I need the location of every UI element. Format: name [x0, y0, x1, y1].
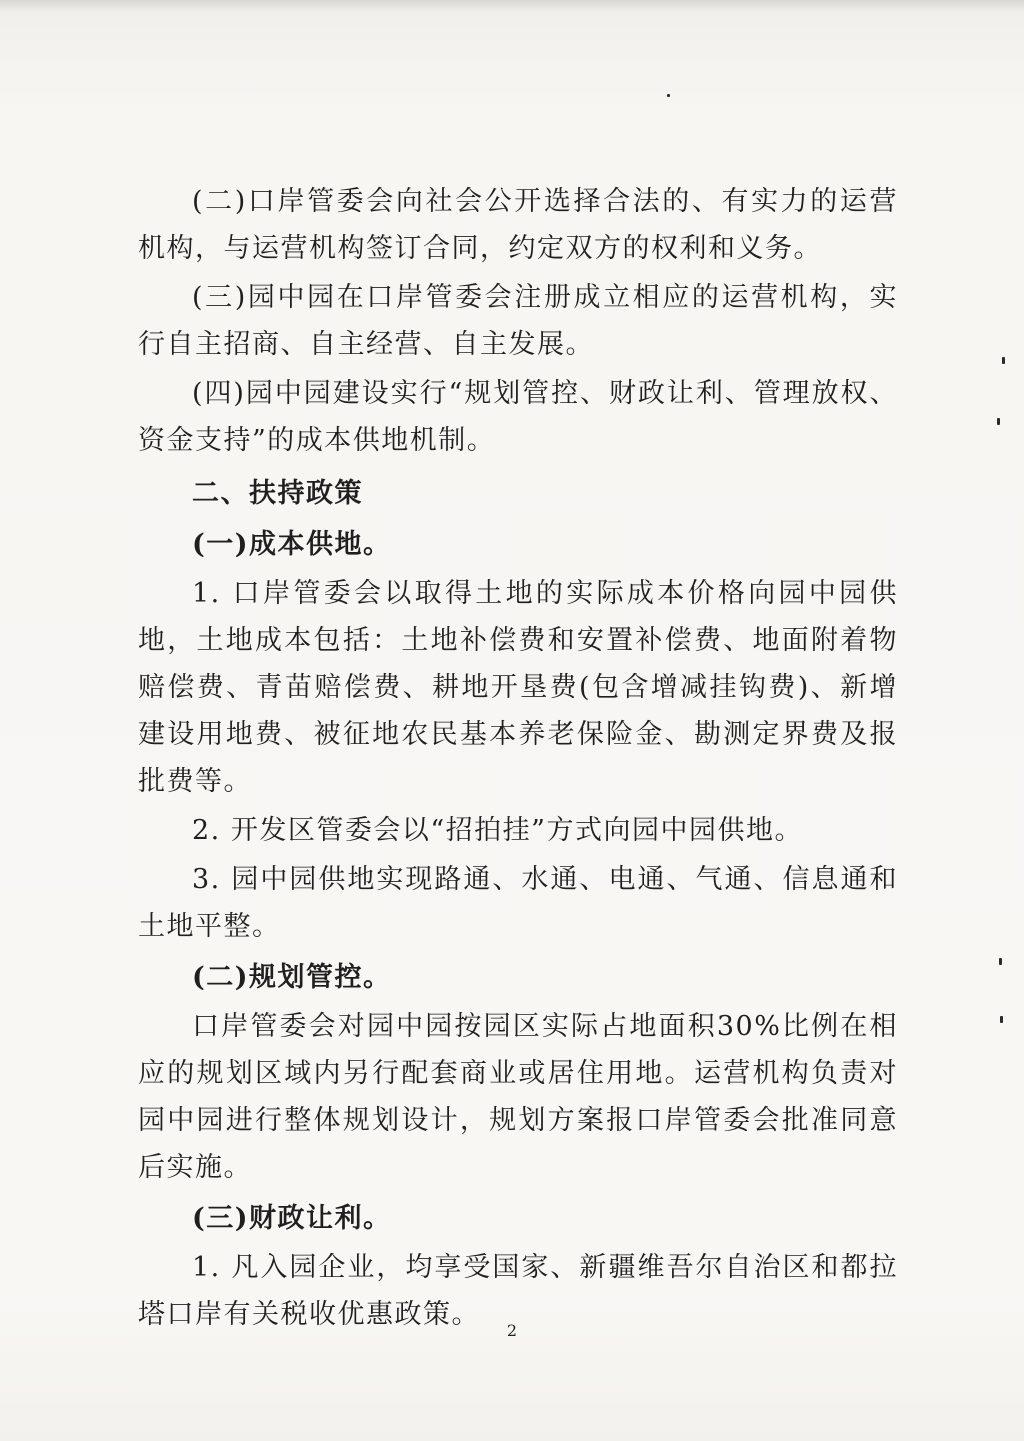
- paragraph-operator-selection: (二)口岸管委会向社会公开选择合法的、有实力的运营机构，与运营机构签订合同，约定双方的权利和义务。: [138, 186, 898, 264]
- paragraph-infrastructure-readiness: 3. 园中园供地实现路通、水通、电通、气通、信息通和土地平整。: [138, 864, 898, 942]
- scan-speck: [997, 418, 1000, 425]
- scan-speck: [1000, 1016, 1003, 1023]
- section-heading-support-policy: 二、扶持政策: [192, 478, 363, 509]
- paragraph-land-cost-composition: 1. 口岸管委会以取得土地的实际成本价格向园中园供地，土地成本包括：土地补偿费和安置补偿费、地面附着物赔偿费、青苗赔偿费、耕地开垦费(包含增减挂钩费)、新增建设用地费、被征地农民基本养老保险金、勘测定界费及报批费等。: [138, 578, 898, 797]
- scan-speck: [667, 94, 670, 97]
- paragraph-planning-control: 口岸管委会对园中园按园区实际占地面积30%比例在相应的规划区域内另行配套商业或居住用地。运营机构负责对园中园进行整体规划设计，规划方案报口岸管委会批准同意后实施。: [138, 1011, 898, 1183]
- page-number: 2: [506, 1321, 518, 1340]
- paragraph-cost-land-mechanism: (四)园中园建设实行“规划管控、财政让利、管理放权、资金支持”的成本供地机制。: [138, 378, 898, 456]
- subheading-cost-land: (一)成本供地。: [192, 529, 392, 560]
- paragraph-auction-land-supply: 2. 开发区管委会以“招拍挂”方式向园中园供地。: [192, 815, 803, 846]
- subheading-fiscal-concession: (三)财政让利。: [192, 1203, 392, 1234]
- scan-speck: [999, 958, 1002, 965]
- document-body: [138, 178, 898, 1338]
- subheading-planning-control: (二)规划管控。: [192, 962, 392, 993]
- paragraph-tax-preference: 1. 凡入园企业，均享受国家、新疆维吾尔自治区和都拉塔口岸有关税收优惠政策。: [138, 1252, 898, 1330]
- scan-speck: [1002, 357, 1005, 364]
- paragraph-operator-registration: (三)园中园在口岸管委会注册成立相应的运营机构，实行自主招商、自主经营、自主发展。: [138, 282, 898, 360]
- scan-top-shadow: [0, 0, 1024, 12]
